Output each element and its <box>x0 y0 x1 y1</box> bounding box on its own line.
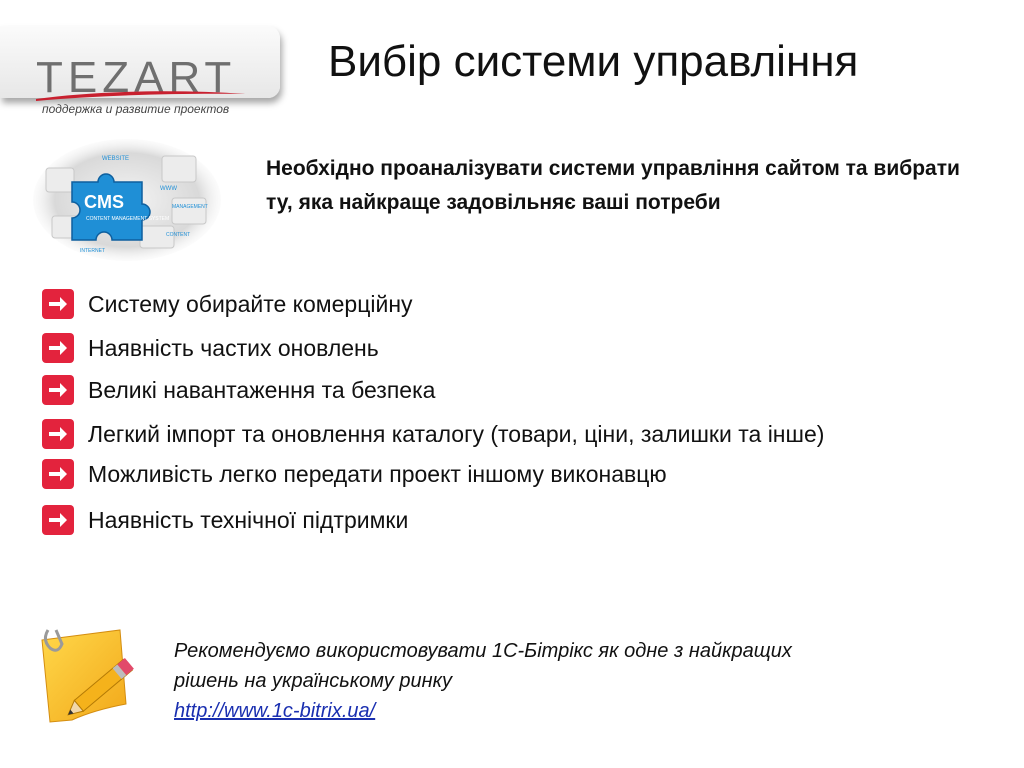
bullet-item <box>42 503 922 537</box>
intro-text: Необхідно проаналізувати системи управління сайтом та вибрати ту, яка найкраще задовільняє ваші потреби <box>266 157 960 214</box>
content-label: CONTENT <box>166 232 191 238</box>
bullet-text: Наявність частих оновлень <box>88 335 379 361</box>
arrow-right-icon <box>42 505 74 535</box>
bullet-list <box>42 287 922 537</box>
arrow-right-icon <box>42 289 74 319</box>
bullet-item <box>42 457 922 491</box>
logo-swoosh-icon <box>34 88 249 102</box>
recommendation <box>174 636 854 726</box>
bullet-item <box>42 417 922 451</box>
bullet-text: Наявність технічної підтримки <box>88 507 409 533</box>
note-pencil-icon <box>34 626 152 726</box>
arrow-right-icon <box>42 419 74 449</box>
internet-label: INTERNET <box>80 248 105 254</box>
bullet-text: Систему обирайте комерційну <box>88 291 413 317</box>
management-label: MANAGEMENT <box>172 204 208 210</box>
bullet-text: Легкий імпорт та оновлення каталогу (товари, ціни, залишки та інше) <box>88 421 825 447</box>
logo-tagline: поддержка и развитие проектов <box>42 102 230 116</box>
arrow-right-icon <box>42 459 74 489</box>
www-label: WWW <box>160 186 177 192</box>
bullet-item <box>42 331 922 365</box>
bullet-item <box>42 287 922 321</box>
cms-sub-label: CONTENT MANAGEMENT SYSTEM <box>86 216 170 222</box>
logo <box>0 26 280 116</box>
arrow-right-icon <box>42 333 74 363</box>
bitrix-link[interactable]: http://www.1c-bitrix.ua/ <box>174 700 376 722</box>
website-label: WEBSITE <box>102 156 130 162</box>
cms-puzzle-image <box>32 138 222 262</box>
page-title: Вибір системи управління <box>328 37 859 86</box>
logo-wordmark: TEZART <box>36 53 237 102</box>
cms-label: CMS <box>84 192 124 212</box>
recommendation-text: Рекомендуємо використовувати 1С-Бітрікс як одне з найкращих рішень на українському ринку <box>174 640 792 692</box>
bullet-text: Можливість легко передати проект іншому виконавцю <box>88 461 667 487</box>
bullet-text: Великі навантаження та безпека <box>88 377 436 403</box>
bullet-item <box>42 373 922 407</box>
arrow-right-icon <box>42 375 74 405</box>
